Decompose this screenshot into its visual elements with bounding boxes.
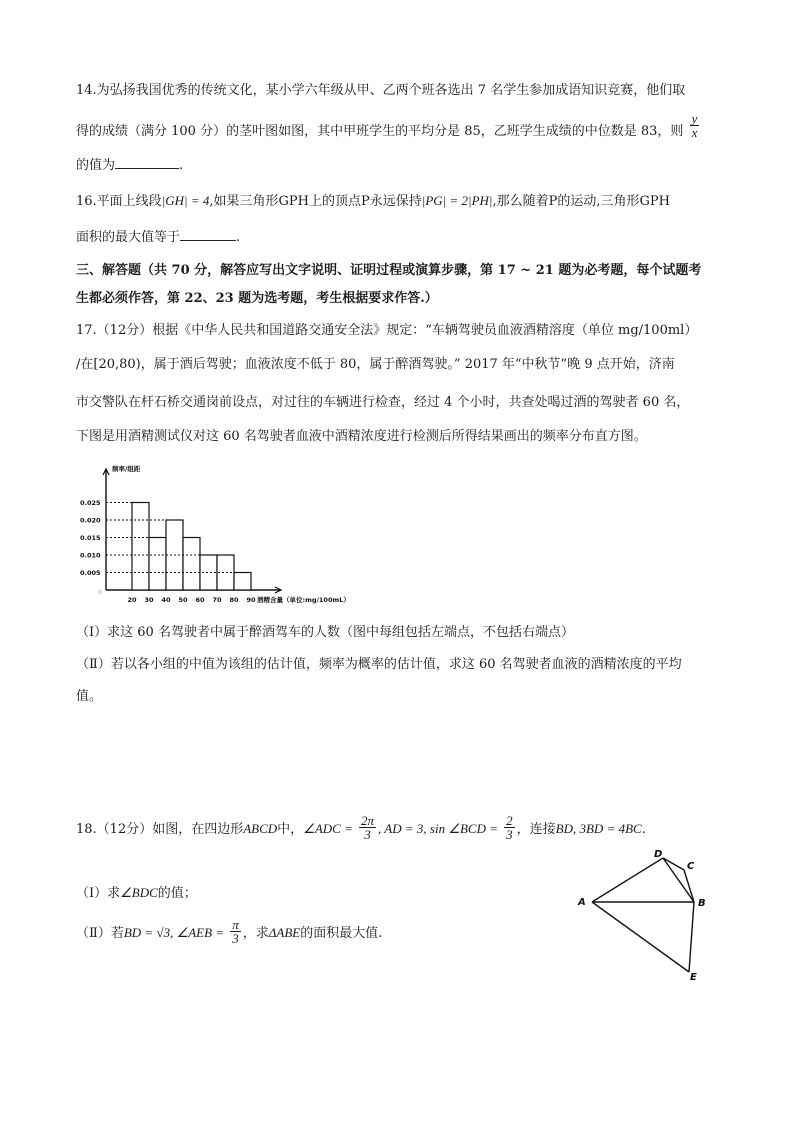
- q18-part2: [76, 917, 383, 947]
- q17-part1: （Ⅰ）求这 60 名驾驶者中属于醉酒驾车的人数（图中每组包括左端点，不包括右端点）: [76, 625, 574, 640]
- q18-frac3-den: 3: [232, 931, 239, 946]
- q18-frac1-den: 3: [364, 827, 371, 842]
- y-tick-label: 0.010: [80, 551, 101, 560]
- x-tick-label: 30: [144, 596, 154, 604]
- x-tick-label: 40: [161, 596, 171, 604]
- q17-line4: 下图是用酒精测试仪对这 60 名驾驶者血液中酒精浓度进行检测后所得结果画出的频率分布直方图。: [76, 429, 647, 444]
- x-tick-label: 50: [178, 596, 188, 604]
- q16-text-c: ,那么随着P的运动,三角形GPH: [492, 194, 670, 209]
- point-label-b: B: [698, 898, 706, 909]
- q16-period: .: [236, 230, 241, 245]
- q14-line1: 14.为弘扬我国优秀的传统文化，某小学六年级从甲、乙两个班各选出 7 名学生参加成语知识竞赛，他们取: [76, 83, 686, 98]
- q18-part1-text-b: 的值；: [157, 886, 197, 901]
- point-label-d: D: [654, 849, 663, 860]
- q16-answer-blank: [180, 228, 236, 241]
- q17-line3: 市交警队在杆石桥交通岗前设点，对过往的车辆进行检查，经过 4 个小时，共查处喝过酒的驾驶者 60 名，: [76, 395, 690, 410]
- q18-part2-text-b: ，求: [242, 926, 269, 941]
- segment-dc: [663, 858, 684, 870]
- q18-part2-text-a: （Ⅱ）若: [76, 926, 124, 941]
- q18-angle-adc: ∠ADC =: [303, 821, 353, 836]
- q14-answer-blank: [115, 156, 179, 169]
- q14-frac-num: y: [691, 111, 698, 126]
- q18-part2-cond: BD = √3, ∠AEB =: [123, 925, 225, 940]
- q17-line1: 17.（12分）根据《中华人民共和国道路交通安全法》规定：“车辆驾驶员血液酒精溶度（单位 mg/100ml）: [76, 323, 698, 338]
- q14-line2: [76, 111, 701, 145]
- y-tick-label: 0.020: [80, 516, 101, 525]
- q18-text-a: 18.（12分）如图，在四边形: [76, 822, 244, 837]
- frequency-histogram: [76, 455, 376, 615]
- histogram-bar: [132, 503, 149, 591]
- origin-label: 0: [98, 590, 102, 596]
- q17-part2-line1: （Ⅱ）若以各小组的中值为该组的估计值，频率为概率的估计值，求这 60 名驾驶者血液的酒精浓度的平均: [76, 657, 682, 672]
- q14-fraction: [690, 112, 700, 139]
- q18-bd-relation: BD, 3BD = 4BC: [555, 821, 642, 836]
- q18-text-c: ，连接: [516, 822, 556, 837]
- q18-frac-pi-3: [230, 918, 241, 945]
- q18-line1: [76, 813, 646, 843]
- quadrilateral-figure: [570, 842, 720, 987]
- q18-frac-2pi-3: [359, 814, 376, 841]
- q18-quad: ABCD: [243, 821, 278, 836]
- q18-frac-2-3: [504, 814, 515, 841]
- q16-abs-gh: |GH| = 4: [161, 193, 210, 208]
- point-label-e: E: [690, 972, 697, 983]
- y-tick-label: 0.005: [80, 569, 101, 577]
- q17-line2: /在[20,80)，属于酒后驾驶；血液浓度不低于 80，属于醉酒驾驶。” 2017 年“中秋节”晚 9 点开始，济南: [76, 357, 675, 372]
- x-tick-label: 60: [195, 596, 205, 604]
- section3-header-line2: 生都必须作答，第 22、23 题为选考题，考生根据要求作答.）: [76, 291, 438, 306]
- x-tick-label: 80: [229, 596, 239, 604]
- q18-frac2-num: 2: [506, 813, 513, 828]
- y-tick-label: 0.025: [80, 499, 101, 507]
- point-label-a: A: [578, 897, 586, 908]
- segment-ae: [592, 902, 689, 972]
- q16-text-b: ,如果三角形GPH上的顶点P永远保持: [209, 194, 422, 209]
- q14-answer-prompt: 的值为: [76, 158, 116, 173]
- histogram-bar: [183, 538, 200, 591]
- q18-part1-text-a: （Ⅰ）求: [76, 886, 121, 901]
- x-axis-label: 酒精含量（单位:mg/100mL）: [257, 596, 350, 604]
- histogram-bar: [234, 573, 251, 591]
- q18-text-b: 中，: [277, 822, 304, 837]
- q18-period: .: [641, 822, 646, 837]
- segment-cb: [684, 870, 694, 902]
- segment-ad: [592, 858, 663, 902]
- q16-line1: [76, 192, 670, 211]
- point-label-c: C: [687, 861, 695, 872]
- q18-part1: [76, 884, 197, 903]
- q16-abs-pg: |PG| = 2|PH|: [421, 193, 493, 208]
- q18-frac3-num: π: [232, 917, 239, 932]
- q18-part2-triangle: ΔABE: [268, 925, 301, 940]
- y-tick-label: 0.015: [80, 534, 101, 542]
- q16-text-a: 16.平面上线段: [76, 194, 162, 209]
- q18-ad-sin: , AD = 3, sin ∠BCD =: [378, 821, 498, 836]
- x-tick-label: 70: [212, 596, 222, 604]
- x-tick-label: 20: [127, 596, 137, 604]
- q14-period: .: [179, 158, 184, 173]
- q14-text: 得的成绩（满分 100 分）的茎叶图如图，其中甲班学生的平均分是 85，乙班学生成绩的中位数是 83，则: [76, 124, 684, 139]
- q18-part1-angle: ∠BDC: [120, 885, 158, 900]
- q16-answer-prompt: 面积的最大值等于: [76, 230, 181, 245]
- q18-frac1-num: 2π: [361, 813, 375, 828]
- y-axis-label: 频率/组距: [112, 465, 141, 473]
- q18-frac2-den: 3: [506, 827, 513, 842]
- section3-header-line1: 三、解答题（共 70 分，解答应写出文字说明、证明过程或演算步骤，第 17 ~ 21 题为必考题，每个试题考: [76, 263, 702, 278]
- q14-line3: [76, 156, 183, 175]
- q17-part2-line2: 值。: [76, 689, 103, 704]
- histogram-bar: [149, 538, 166, 591]
- q14-frac-den: x: [691, 125, 698, 140]
- q16-line2: [76, 228, 240, 247]
- q18-part2-text-c: 的面积最大值.: [300, 926, 383, 941]
- x-tick-label: 90: [246, 596, 256, 604]
- segment-be: [689, 902, 694, 972]
